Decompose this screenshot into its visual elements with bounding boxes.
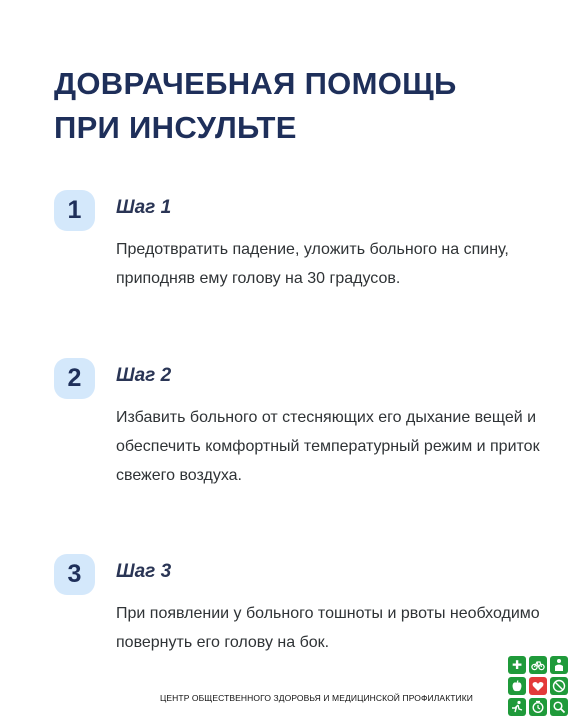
step-title: Шаг 3 <box>116 561 172 582</box>
doctor-icon <box>550 656 568 674</box>
bicycle-icon <box>529 656 547 674</box>
step-number-badge: 3 <box>54 554 95 595</box>
step-number-badge: 2 <box>54 358 95 399</box>
clock-icon <box>529 698 547 716</box>
step-number-badge: 1 <box>54 190 95 231</box>
running-icon <box>508 698 526 716</box>
magnifier-icon <box>550 698 568 716</box>
step-text: Избавить больного от стесняющих его дыхание вещей и обеспечить комфортный температурный режим и приток свежего воздуха. <box>116 409 540 484</box>
page-title: ДОВРАЧЕБНАЯ ПОМОЩЬ ПРИ ИНСУЛЬТЕ <box>54 66 457 145</box>
health-center-logo <box>508 656 568 716</box>
organization-name: ЦЕНТР ОБЩЕСТВЕННОГО ЗДОРОВЬЯ И МЕДИЦИНСКОЙ ПРОФИЛАКТИКИ <box>160 693 474 703</box>
apple-icon <box>508 677 526 695</box>
step-title: Шаг 1 <box>116 197 172 218</box>
plus-icon: ✚ <box>508 656 526 674</box>
heart-icon <box>529 677 547 695</box>
step-text: Предотвратить падение, уложить больного на спину, приподняв ему голову на 30 градусов. <box>116 241 509 287</box>
no-smoking-icon <box>550 677 568 695</box>
step-title: Шаг 2 <box>116 365 172 386</box>
step-text: При появлении у больного тошноты и рвоты необходимо повернуть его голову на бок. <box>116 605 540 651</box>
